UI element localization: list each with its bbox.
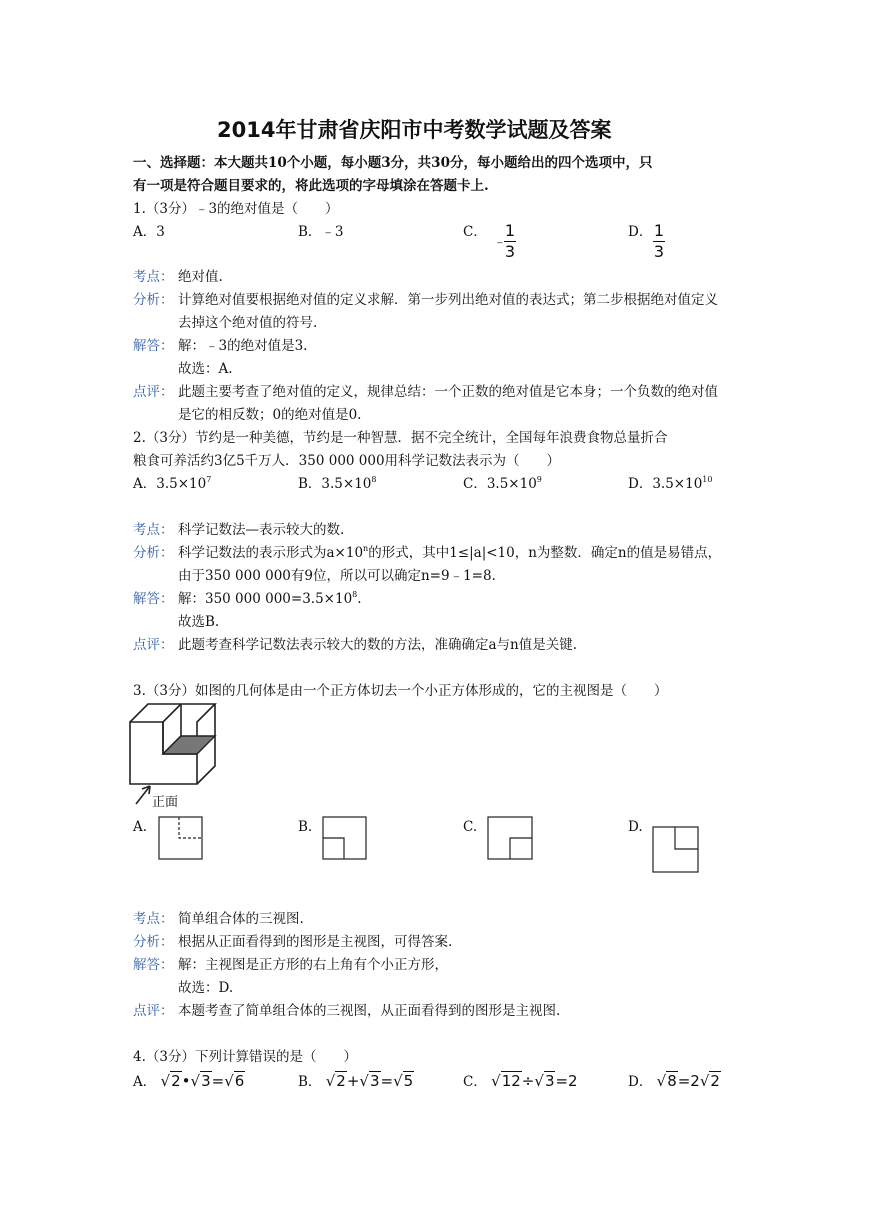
q1-kaodian: 绝对值.	[178, 269, 223, 285]
q1-option-c-sign: ﹣	[493, 234, 507, 250]
q3-jieda-line1: 解：主视图是正方形的右上角有个小正方形，	[178, 957, 448, 973]
q3-option-d-label: D.	[628, 819, 643, 835]
q1-jieda-line1: 解：﹣3的绝对值是3.	[178, 338, 308, 354]
q2-fenxi-label: 分析：	[133, 545, 174, 561]
fraction-denominator: 3	[653, 242, 665, 261]
q2-option-c: C．$3.5\times 10^9$	[463, 475, 542, 492]
q2-kaodian: 科学记数法—表示较大的数.	[178, 522, 345, 538]
q1-jieda-label: 解答：	[133, 338, 174, 354]
q3-front-label: 正面	[152, 795, 179, 810]
q1-dianping-line1: 此题主要考查了绝对值的定义，规律总结：一个正数的绝对值是它本身；一个负数的绝对值	[178, 384, 718, 400]
q2-jieda-line2: 故选B.	[178, 614, 220, 630]
q2-fenxi-line1: 科学记数法的表示形式为$a\times 10^n$的形式，其中1≤|a|<10，n为整数．确定n的值是易错点，	[178, 544, 722, 561]
q1-fenxi-line2: 去掉这个绝对值的符号.	[178, 315, 318, 331]
q3-jieda-label: 解答：	[133, 957, 174, 973]
fraction-numerator: 1	[504, 221, 516, 240]
q3-option-b-label: B.	[298, 819, 313, 835]
q4-option-d-expression: √8=2√2	[656, 1072, 720, 1090]
q1-dianping-line2: 是它的相反数；0的绝对值是0.	[178, 407, 362, 423]
q2-dianping-label: 点评：	[133, 637, 174, 653]
q1-option-a: A．3	[133, 224, 165, 240]
q4-option-c-expression: √12÷√3=2	[491, 1072, 578, 1090]
q4-option-a: A． √2•√3=√6	[133, 1072, 245, 1090]
q1-fenxi-line1: 计算绝对值要根据绝对值的定义求解．第一步列出绝对值的表达式；第二步根据绝对值定义	[178, 292, 718, 308]
q2-dianping: 此题考查科学记数法表示较大的数的方法，准确确定a与n值是关键.	[178, 637, 578, 653]
fraction-denominator: 3	[504, 242, 516, 261]
q3-option-d-figure	[652, 826, 700, 874]
page-title: 2014年甘肃省庆阳市中考数学试题及答案	[217, 118, 612, 142]
q1-option-b: B．﹣3	[298, 224, 344, 240]
q2-option-d: D．$3.5\times 10^{10}$	[628, 475, 713, 492]
q3-kaodian: 简单组合体的三视图.	[178, 911, 304, 927]
section-header-line2: 有一项是符合题目要求的，将此选项的字母填涂在答题卡上.	[133, 178, 489, 194]
q2-jieda-line1: 解：350 000 $000=3.5\times 10^8$.	[178, 590, 362, 607]
q1-option-d-fraction	[653, 222, 665, 261]
q2-option-b: B．$3.5\times 10^8$	[298, 475, 377, 492]
q1-fenxi-label: 分析：	[133, 292, 174, 308]
q3-dianping: 本题考查了简单组合体的三视图，从正面看得到的图形是主视图.	[178, 1003, 561, 1019]
q3-jieda-line2: 故选：D.	[178, 980, 234, 996]
q3-fenxi: 根据从正面看得到的图形是主视图，可得答案.	[178, 934, 453, 950]
q2-stem-line2: 粮食可养活约3亿5千万人．350 000 000用科学记数法表示为（ ）	[133, 453, 561, 469]
q3-fenxi-label: 分析：	[133, 934, 174, 950]
q1-kaodian-label: 考点：	[133, 269, 174, 285]
q3-option-a-label: A.	[133, 819, 148, 835]
q3-dianping-label: 点评：	[133, 1003, 174, 1019]
q2-option-a: A．$3.5\times 10^7$	[133, 475, 212, 492]
q4-option-a-expression: √2•√3=√6	[160, 1072, 245, 1090]
q3-kaodian-label: 考点：	[133, 911, 174, 927]
q2-jieda-label: 解答：	[133, 591, 174, 607]
q1-dianping-label: 点评：	[133, 384, 174, 400]
q4-stem: 4.（3分）下列计算错误的是（ ）	[133, 1049, 357, 1065]
q3-option-b-figure	[322, 816, 368, 861]
q1-stem: 1.（3分）﹣3的绝对值是（ ）	[133, 201, 339, 217]
q2-fenxi-line2: 由于350 000 000有9位，所以可以确定n=9﹣1=8.	[178, 568, 496, 584]
q4-option-b: B． √2+√3=√5	[298, 1072, 414, 1090]
q4-option-b-expression: √2+√3=√5	[325, 1072, 414, 1090]
section-header-line1: 一、选择题：本大题共10个小题，每小题3分，共30分，每小题给出的四个选项中，只	[133, 155, 653, 171]
q1-option-c: C．	[463, 224, 487, 240]
q3-option-c-figure	[487, 816, 534, 861]
q4-option-c: C． √12÷√3=2	[463, 1072, 578, 1090]
q2-stem-line1: 2.（3分）节约是一种美德，节约是一种智慧．据不完全统计，全国每年浪费食物总量折合	[133, 430, 668, 446]
q3-option-a-figure	[158, 816, 204, 861]
q2-kaodian-label: 考点：	[133, 522, 174, 538]
q3-stem: 3.（3分）如图的几何体是由一个正方体切去一个小正方体形成的，它的主视图是（ ）	[133, 683, 668, 699]
q1-jieda-line2: 故选：A.	[178, 361, 233, 377]
q1-option-d: D．	[628, 224, 653, 240]
q1-option-c-fraction	[504, 222, 516, 261]
q4-option-d: D． √8=2√2	[628, 1072, 720, 1090]
q3-option-c-label: C.	[463, 819, 478, 835]
fraction-numerator: 1	[653, 221, 665, 240]
